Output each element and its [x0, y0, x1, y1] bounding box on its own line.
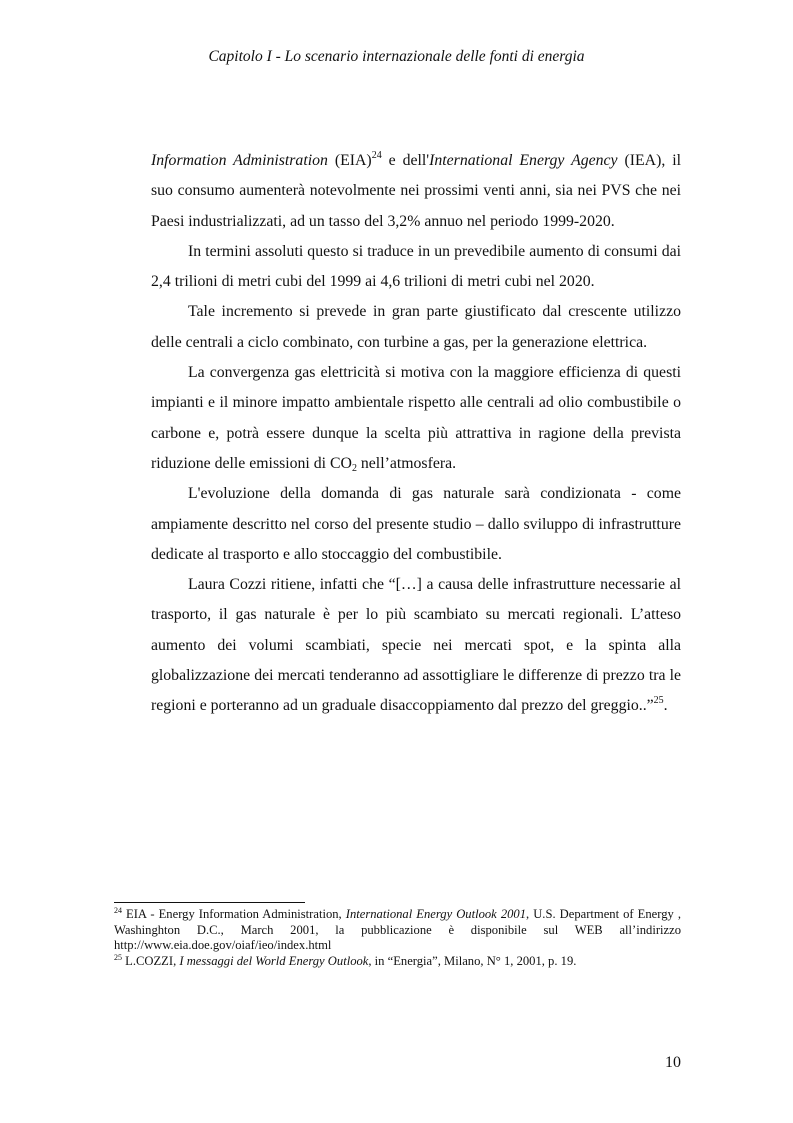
footnote-24: [114, 907, 681, 954]
footnote-25-author-a: L.C: [122, 953, 145, 968]
footnote-25-author-b: OZZI: [144, 953, 174, 968]
paragraph-2: In termini assoluti questo si traduce in un prevedibile aumento di consumi dai 2,4 trilioni di metri cubi del 1999 ai 4,6 trilioni di metri cubi nel 2020.: [151, 242, 681, 291]
footnotes: [114, 907, 681, 969]
paragraph-6: [151, 570, 681, 721]
p6-text-1: Laura Cozzi ritiene, infatti che “[…] a causa delle infrastrutture necessarie al trasporto, il gas naturale è per lo più scambiato su mercati regionali. L’atteso aumento dei volumi scambiati, specie nei mercati spot, e la spinta alla globalizzazione dei mercati tenderanno ad assottigliare le differenze di prezzo tra le regioni e porteranno ad un graduale disaccoppiamento dal prezzo del greggio..”: [151, 576, 681, 715]
page-number: 10: [665, 1054, 681, 1071]
p1-italic-2: International Energy Agency: [429, 152, 618, 169]
paragraph-4: [151, 358, 681, 479]
p4-text-2: nell’atmosfera.: [356, 454, 457, 472]
paragraph-5: L'evoluzione della domanda di gas naturale sarà condizionata - come ampiamente descritto nel corso del presente studio – dallo sviluppo di infrastrutture dedicate al trasporto e allo stoccaggio del combustibile.: [151, 485, 681, 563]
paragraph-1: [151, 146, 681, 237]
p6-text-2: .: [663, 697, 668, 715]
footnote-24-title: International Energy Outlook 2001: [345, 907, 527, 921]
footnote-24-text-2: , U.S. Department of Energy , Washinghton D.C., March 2001, la pubblicazione è disponibile sul WEB all’indirizzo http://www.eia.doe.gov/oiaf/ieo/index.html: [114, 907, 682, 952]
footnote-24-text-1: EIA - Energy Information Administration,: [122, 907, 346, 921]
p1-text-1: (EIA): [327, 152, 372, 169]
running-header: Capitolo I - Lo scenario internazionale delle fonti di energia: [208, 48, 585, 65]
paragraph-3: Tale incremento si prevede in gran parte giustificato dal crescente utilizzo delle centrali a ciclo combinato, con turbine a gas, per la generazione elettrica.: [151, 303, 681, 351]
footnote-separator: [114, 902, 305, 903]
p4-text-1: La convergenza gas elettricità si motiva con la maggiore efficienza di questi impianti e il minore impatto ambientale rispetto alle centrali ad olio combustibile o carbone e, potrà essere dunque la scelta più attrattiva in ragione della prevista riduzione delle emissioni di CO: [151, 364, 681, 472]
main-text: [151, 146, 681, 722]
co2-subscript: 2: [351, 462, 357, 474]
footnote-25-text-2: , in “Energia”, Milano, N° 1, 2001, p. 19.: [368, 953, 577, 968]
footnote-25-text-1: ,: [173, 953, 180, 968]
p1-italic-1: Information Administration: [151, 152, 328, 169]
footnote-25-number: 25: [114, 952, 122, 962]
footnote-ref-25: 25: [653, 695, 664, 707]
p1-text-2: e dell': [381, 152, 430, 169]
footnote-ref-24: 24: [371, 150, 382, 161]
footnote-24-number: 24: [114, 906, 122, 915]
footnote-25-title: I messaggi del World Energy Outlook: [179, 953, 369, 968]
p1-text-3: (IEA), il suo consumo aumenterà notevolmente nei prossimi venti anni, sia nei PVS che nei Paesi industrializzati, ad un tasso del 3,2% annuo nel periodo 1999-2020.: [151, 152, 681, 230]
footnote-25: [114, 954, 681, 970]
